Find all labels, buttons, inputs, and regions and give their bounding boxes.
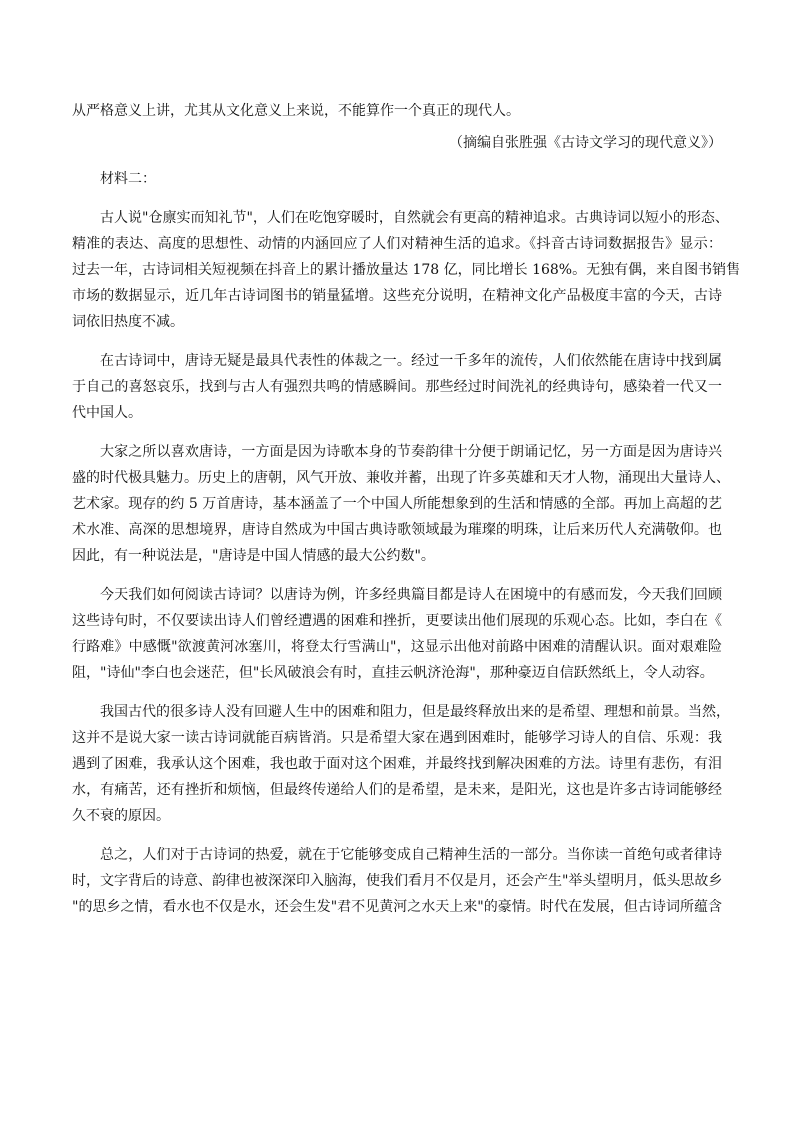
paragraph-line: 于自己的喜怒哀乐，找到与古人有强烈共鸣的情感瞬间。那些经过时间洗礼的经典诗句，感染着一代又一 — [72, 379, 722, 395]
paragraph-line: 过去一年，古诗词相关短视频在抖音上的累计播放量达 178 亿，同比增长 168%。无独有偶，来自图书销售 — [72, 262, 741, 278]
intro-line: 从严格意义上讲，尤其从文化意义上来说，不能算作一个真正的现代人。 — [72, 103, 520, 119]
paragraph-line: 因此，有一种说法是，"唐诗是中国人情感的最大公约数"。 — [72, 548, 435, 564]
paragraph-line: "的思乡之情，看水也不仅是水，还会生发"君不见黄河之水天上来"的豪情。时代在发展，但古诗词所蕴含 — [72, 899, 722, 915]
paragraph-line: 今天我们如何阅读古诗词？以唐诗为例，许多经典篇目都是诗人在困境中的有感而发，今天我们回顾 — [100, 587, 722, 603]
paragraph-line: 时，文字背后的诗意、韵律也被深深印入脑海，使我们看月不仅是月，还会产生"举头望明月，低头思故乡 — [72, 873, 723, 889]
paragraph-line: 行路难》中感慨"欲渡黄河冰塞川，将登太行雪满山"，这显示出他对前路中困难的清醒认识。面对艰难险 — [72, 639, 722, 655]
paragraph-line: 词依旧热度不减。 — [72, 314, 184, 330]
paragraph-line: 术水准、高深的思想境界，唐诗自然成为中国古典诗歌领域最为璀璨的明珠，让后来历代人充满敬仰。也 — [72, 522, 722, 538]
document-page — [72, 98, 741, 920]
paragraph-line: 大家之所以喜欢唐诗，一方面是因为诗歌本身的节奏韵律十分便于朗诵记忆，另一方面是因为唐诗兴 — [100, 444, 722, 460]
paragraph-line: 这并不是说大家一读古诗词就能百病皆消。只是希望大家在遇到困难时，能够学习诗人的自信、乐观：我 — [72, 730, 722, 746]
paragraph-line: 总之，人们对于古诗词的热爱，就在于它能够变成自己精神生活的一部分。当你读一首绝句或者律诗 — [100, 847, 722, 863]
paragraph-line: 这些诗句时，不仅要读出诗人们曾经遭遇的困难和挫折，更要读出他们展现的乐观心态。比如，李白在《 — [72, 613, 722, 629]
source-citation: （摘编自张胜强《古诗文学习的现代意义》） — [449, 135, 722, 151]
paragraph-line: 代中国人。 — [72, 405, 142, 421]
paragraph-5 — [72, 699, 730, 829]
paragraph-line: 遇到了困难，我承认这个困难，我也敢于面对这个困难，并最终找到解决困难的方法。诗里有悲伤，有泪 — [72, 756, 722, 772]
paragraph-line: 在古诗词中，唐诗无疑是最具代表性的体裁之一。经过一千多年的流传，人们依然能在唐诗中找到属 — [100, 353, 722, 369]
paragraph-6 — [72, 842, 722, 920]
section-heading: 材料二： — [100, 171, 156, 187]
paragraph-line: 水，有痛苦，还有挫折和烦恼，但最终传递给人们的是希望，是未来，是阳光，这也是许多古诗词能够经 — [72, 782, 722, 798]
paragraph-line: 古人说"仓廪实而知礼节"，人们在吃饱穿暖时，自然就会有更高的精神追求。古典诗词以短小的形态、 — [100, 210, 729, 226]
paragraph-line: 市场的数据显示，近几年古诗词图书的销量猛增。这些充分说明，在精神文化产品极度丰富的今天，古诗 — [72, 288, 722, 304]
paragraph-3 — [72, 439, 730, 569]
paragraph-4 — [72, 582, 722, 686]
paragraph-line: 久不衰的原因。 — [72, 808, 170, 824]
paragraph-line: 盛的时代极具魅力。历史上的唐朝，风气开放、兼收并蓄，出现了许多英雄和天才人物，涌现出大量诗人、 — [72, 470, 730, 486]
paragraph-2 — [72, 348, 722, 426]
paragraph-line: 精准的表达、高度的思想性、动情的内涵回应了人们对精神生活的追求。《抖音古诗词数据报告》显示： — [72, 236, 722, 252]
paragraph-line: 我国古代的很多诗人没有回避人生中的困难和阻力，但是最终释放出来的是希望、理想和前景。当然， — [100, 704, 730, 720]
paragraph-1 — [72, 205, 741, 335]
paragraph-line: 阻，"诗仙"李白也会迷茫，但"长风破浪会有时，直挂云帆济沧海"，那种豪迈自信跃然纸上，令人动容。 — [72, 665, 714, 681]
paragraph-line: 艺术家。现存的约 5 万首唐诗，基本涵盖了一个中国人所能想象到的生活和情感的全部。再加上高超的艺 — [72, 496, 722, 512]
